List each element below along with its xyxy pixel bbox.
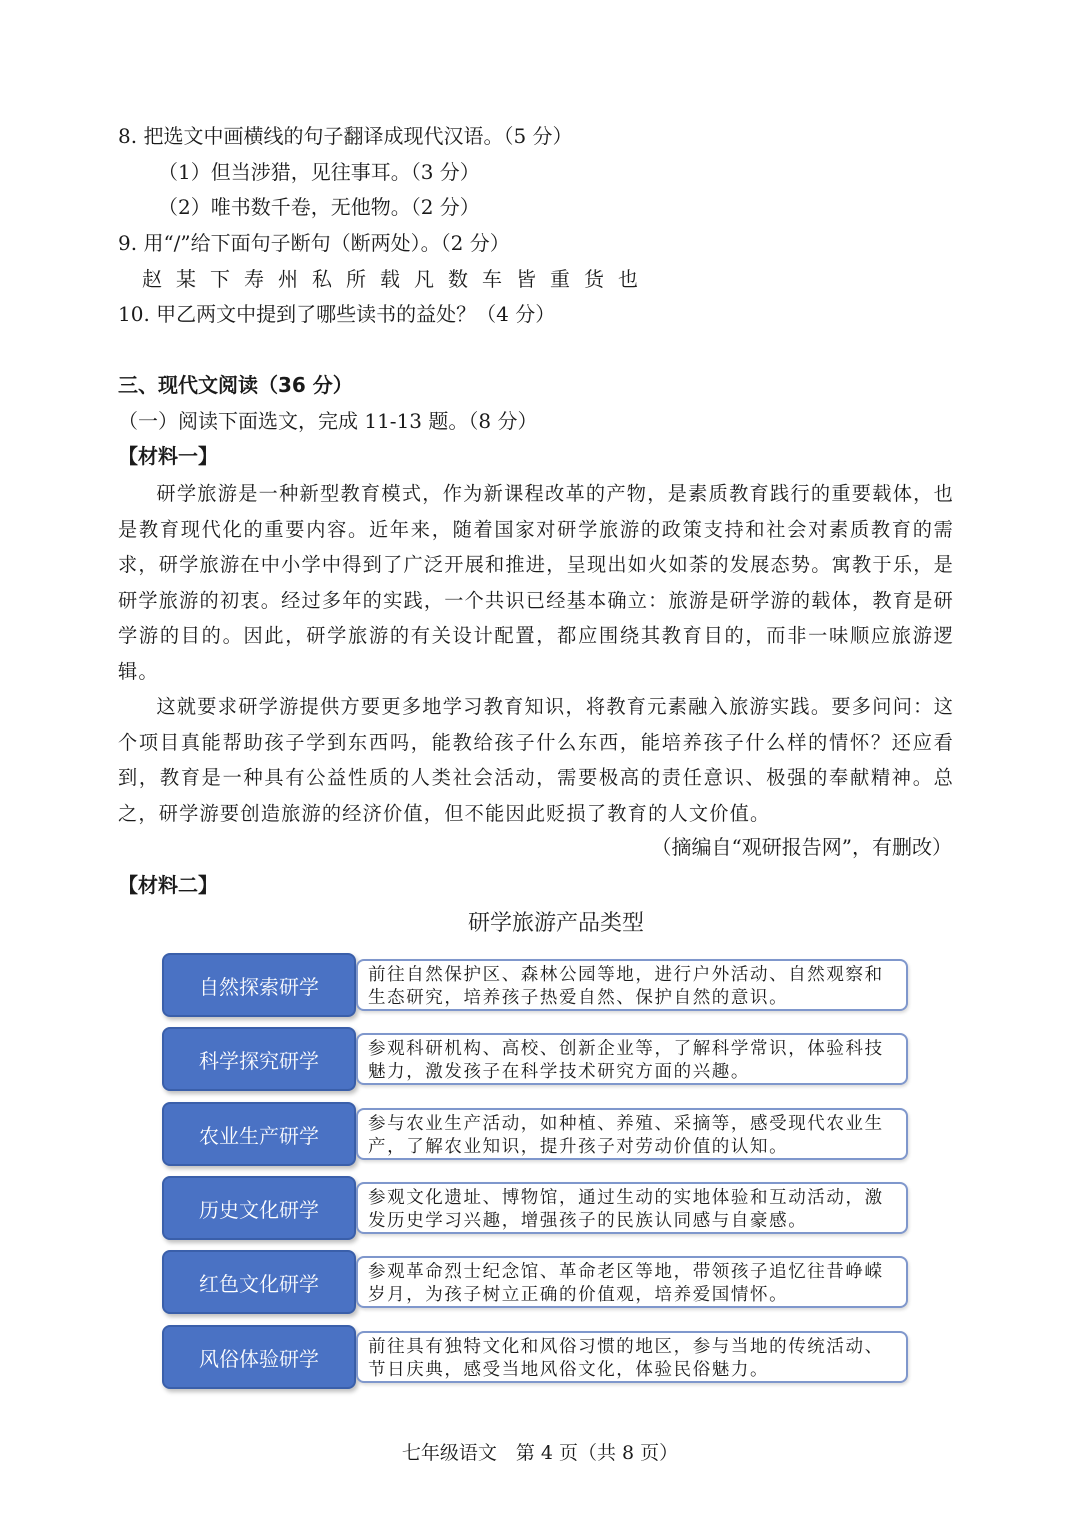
type-label-box: 历史文化研学 bbox=[162, 1176, 356, 1240]
type-label-box: 红色文化研学 bbox=[162, 1250, 356, 1314]
diagram-row bbox=[162, 1027, 912, 1091]
question-10: 10. 甲乙两文中提到了哪些读书的益处？（4 分） bbox=[118, 302, 556, 326]
question-8-part-1: （1）但当涉猎，见往事耳。（3 分） bbox=[158, 160, 480, 184]
material-1-paragraph-1: 研学旅游是一种新型教育模式，作为新课程改革的产物，是素质教育践行的重要载体，也是教育现代化的重要内容。近年来，随着国家对研学旅游的政策支持和社会对素质教育的需求，研学旅游在中小学中得到了广泛开展和推进，呈现出如火如荼的发展态势。寓教于乐，是研学旅游的初衷。经过多年的实践，一个共识已经基本确立：旅游是研学游的载体，教育是研学游的目的。因此，研学旅游的有关设计配置，都应围绕其教育目的，而非一味顺应旅游逻辑。 bbox=[118, 482, 954, 683]
material-1-paragraph-2: 这就要求研学游提供方要更多地学习教育知识，将教育元素融入旅游实践。要多问问：这个项目真能帮助孩子学到东西吗，能教给孩子什么东西，能培养孩子什么样的情怀？还应看到，教育是一种具有公益性质的人类社会活动，需要极高的责任意识、极强的奉献精神。总之，研学游要创造旅游的经济价值，但不能因此贬损了教育的人文价值。 bbox=[118, 695, 954, 825]
diagram-row bbox=[162, 1176, 912, 1240]
material-2-label: 【材料二】 bbox=[118, 873, 218, 897]
diagram-row bbox=[162, 953, 912, 1017]
question-8: 8. 把选文中画横线的句子翻译成现代汉语。（5 分） bbox=[118, 124, 573, 148]
type-label-box: 风俗体验研学 bbox=[162, 1325, 356, 1389]
type-description-box: 前往自然保护区、森林公园等地，进行户外活动、自然观察和生态研究，培养孩子热爱自然、保护自然的意识。 bbox=[356, 959, 908, 1011]
diagram-row bbox=[162, 1102, 912, 1166]
type-label-box: 自然探索研学 bbox=[162, 953, 356, 1017]
question-8-part-2: （2）唯书数千卷，无他物。（2 分） bbox=[158, 195, 480, 219]
source-note: （摘编自“观研报告网”，有删改） bbox=[651, 835, 952, 859]
type-label-box: 农业生产研学 bbox=[162, 1102, 356, 1166]
question-9: 9. 用“/”给下面句子断句（断两处）。（2 分） bbox=[118, 231, 510, 255]
type-description-box: 参观革命烈士纪念馆、革命老区等地，带领孩子追忆往昔峥嵘岁月，为孩子树立正确的价值观，培养爱国情怀。 bbox=[356, 1256, 908, 1308]
page-footer: 七年级语文 第 4 页（共 8 页） bbox=[401, 1442, 679, 1464]
question-9-sentence: 赵某下寿州私所载凡数车皆重货也 bbox=[142, 267, 652, 291]
type-description-box: 参与农业生产活动，如种植、养殖、采摘等，感受现代农业生产，了解农业知识，提升孩子对劳动价值的认知。 bbox=[356, 1108, 908, 1160]
type-description-box: 参观文化遗址、博物馆，通过生动的实地体验和互动活动，激发历史学习兴趣，增强孩子的民族认同感与自豪感。 bbox=[356, 1182, 908, 1234]
material-1-label: 【材料一】 bbox=[118, 444, 218, 468]
type-description-box: 参观科研机构、高校、创新企业等，了解科学常识，体验科技魅力，激发孩子在科学技术研究方面的兴趣。 bbox=[356, 1033, 908, 1085]
diagram-row bbox=[162, 1325, 912, 1389]
type-description-box: 前往具有独特文化和风俗习惯的地区，参与当地的传统活动、节日庆典，感受当地风俗文化，体验民俗魅力。 bbox=[356, 1331, 908, 1383]
type-label-box: 科学探究研学 bbox=[162, 1027, 356, 1091]
diagram-title: 研学旅游产品类型 bbox=[467, 911, 644, 936]
diagram-row bbox=[162, 1250, 912, 1314]
section-3-title: 三、现代文阅读（36 分） bbox=[118, 373, 353, 397]
section-3-subtitle: （一）阅读下面选文，完成 11-13 题。（8 分） bbox=[118, 409, 538, 433]
